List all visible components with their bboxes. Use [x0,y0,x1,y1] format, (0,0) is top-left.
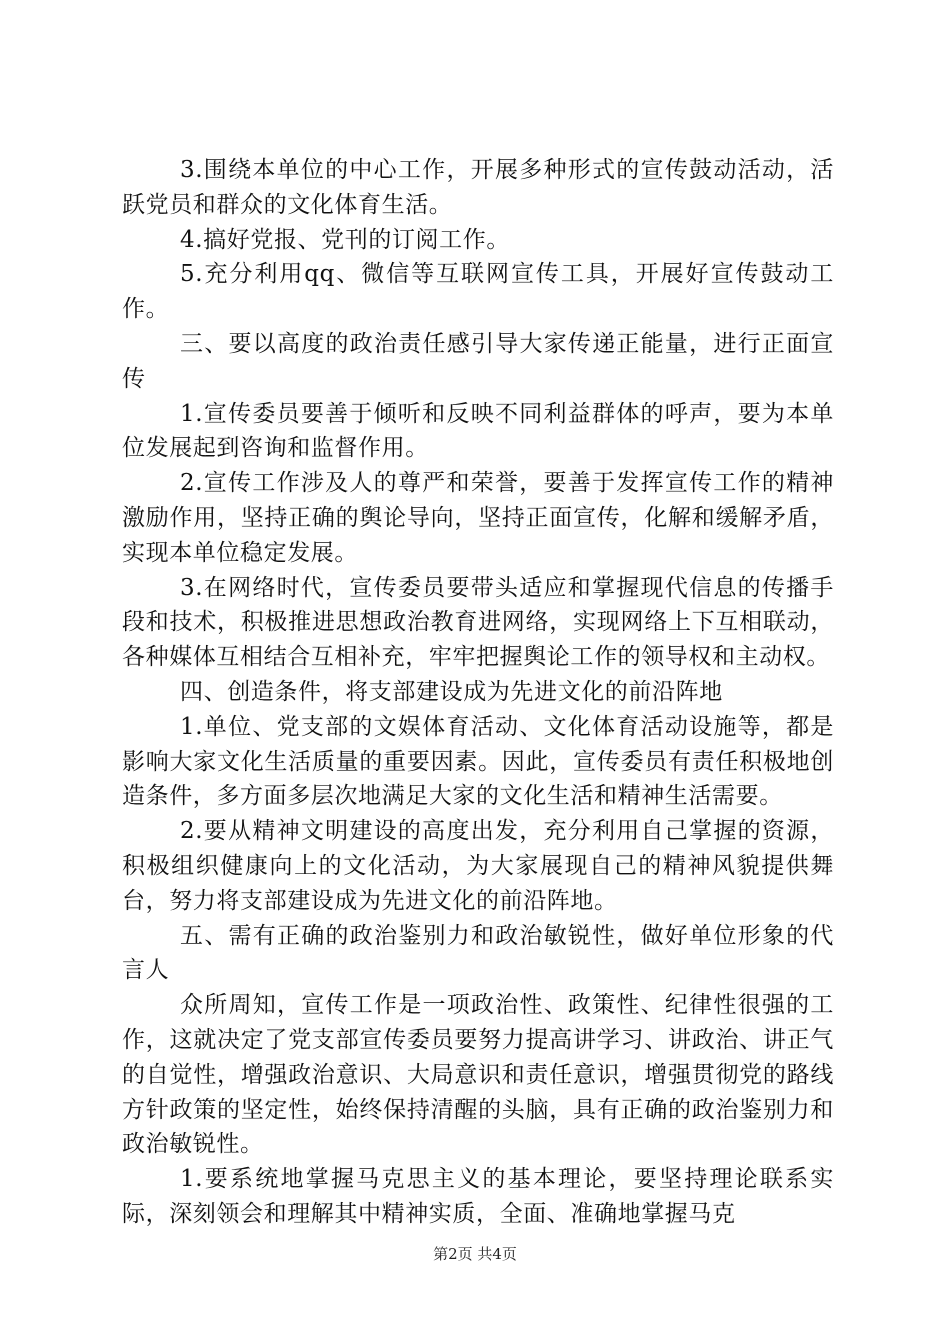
paragraph-item-1b: 1.单位、党支部的文娱体育活动、文化体育活动设施等，都是影响大家文化生活质量的重要因素。因此，宣传委员有责任积极地创造条件，多方面多层次地满足大家的文化生活和精神生活需要。 [122,713,834,810]
paragraph-item-4: 4.搞好党报、党刊的订阅工作。 [180,226,510,253]
body-paragraph: 众所周知，宣传工作是一项政治性、政策性、纪律性很强的工作，这就决定了党支部宣传委员要努力提高讲学习、讲政治、讲正气的自觉性，增强政治意识、大局意识和责任意识，增强贯彻党的路线方针政策的坚定性，始终保持清醒的头脑，具有正确的政治鉴别力和政治敏锐性。 [122,992,834,1158]
section-heading-5: 五、需有正确的政治鉴别力和政治敏锐性，做好单位形象的代言人 [122,922,834,984]
paragraph-item-1: 1.宣传委员要善于倾听和反映不同利益群体的呼声，要为本单位发展起到咨询和监督作用。 [122,400,834,462]
paragraph-item-2b: 2.要从精神文明建设的高度出发，充分利用自己掌握的资源，积极组织健康向上的文化活动，为大家展现自己的精神风貌提供舞台，努力将支部建设成为先进文化的前沿阵地。 [122,818,834,914]
paragraph-item-3b: 3.在网络时代，宣传委员要带头适应和掌握现代信息的传播手段和技术，积极推进思想政治教育进网络，实现网络上下互相联动，各种媒体互相结合互相补充，牢牢把握舆论工作的领导权和主动权。 [122,574,834,671]
page-footer: 第2页 共4页 [433,1245,517,1263]
section-heading-4: 四、创造条件，将支部建设成为先进文化的前沿阵地 [180,678,723,705]
section-heading-3: 三、要以高度的政治责任感引导大家传递正能量，进行正面宣传 [122,330,834,392]
paragraph-item-1c: 1.要系统地掌握马克思主义的基本理论，要坚持理论联系实际，深刻领会和理解其中精神实质，全面、准确地掌握马克 [122,1166,834,1227]
paragraph-item-3: 3.围绕本单位的中心工作，开展多种形式的宣传鼓动活动，活跃党员和群众的文化体育生活。 [122,157,834,218]
paragraph-item-2: 2.宣传工作涉及人的尊严和荣誉，要善于发挥宣传工作的精神激励作用，坚持正确的舆论导向，坚持正面宣传，化解和缓解矛盾，实现本单位稳定发展。 [122,470,834,566]
paragraph-item-5: 5.充分利用qq、微信等互联网宣传工具，开展好宣传鼓动工作。 [122,261,834,323]
document-body [122,153,834,1232]
